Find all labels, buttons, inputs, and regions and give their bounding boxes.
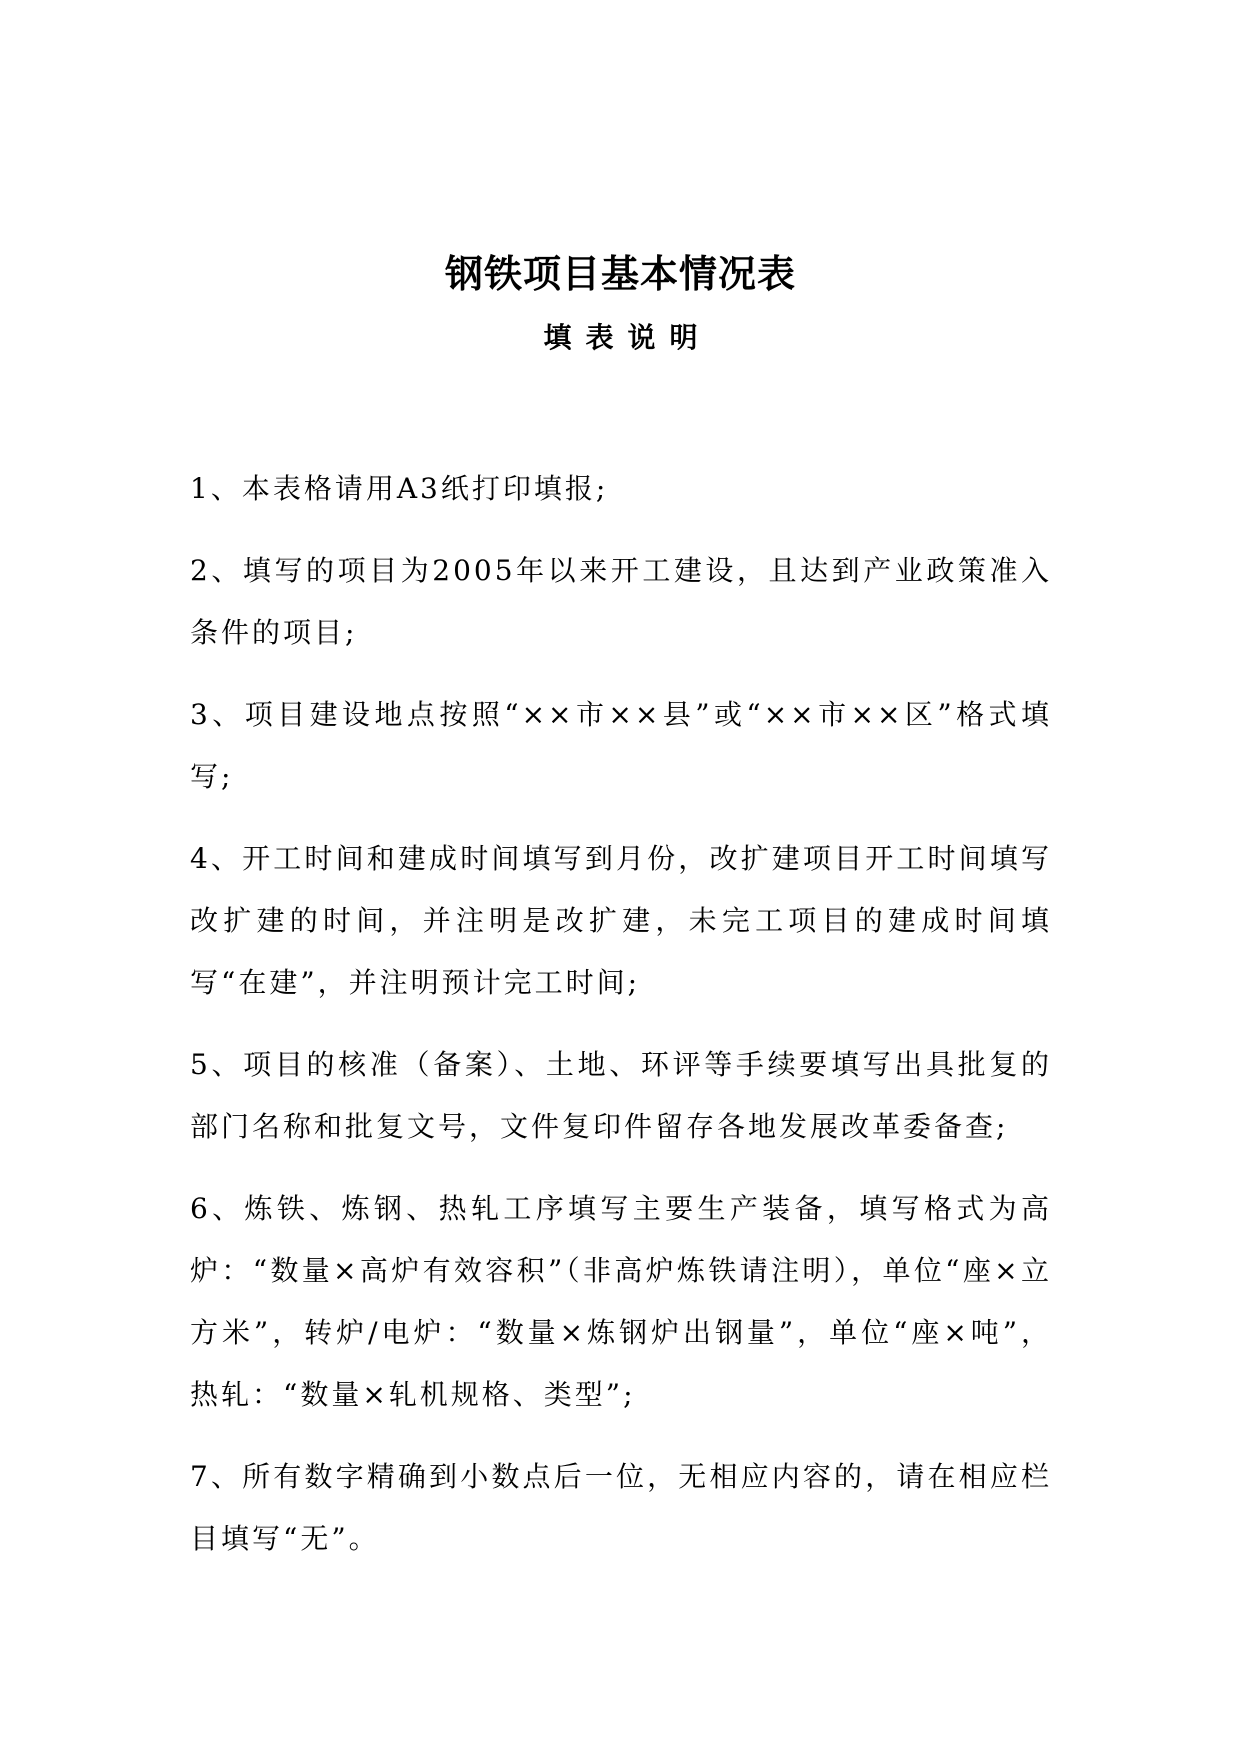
instruction-item-7: 7、所有数字精确到小数点后一位，无相应内容的，请在相应栏目填写“无”。 (190, 1460, 1052, 1555)
document-subtitle: 填表说明 (543, 321, 712, 354)
instruction-item-3: 3、项目建设地点按照“××市××县”或“××市××区”格式填写; (190, 698, 1052, 793)
instruction-item-2: 2、填写的项目为2005年以来开工建设，且达到产业政策准入条件的项目; (190, 554, 1052, 649)
instruction-item-4: 4、开工时间和建成时间填写到月份，改扩建项目开工时间填写改扩建的时间，并注明是改扩建，未完工项目的建成时间填写“在建”，并注明预计完工时间; (190, 842, 1052, 999)
document-title: 钢铁项目基本情况表 (444, 251, 796, 296)
instruction-item-1: 1、本表格请用A3纸打印填报; (190, 472, 609, 505)
instruction-item-6: 6、炼铁、炼钢、热轧工序填写主要生产装备，填写格式为高炉：“数量×高炉有效容积”（非高炉炼铁请注明），单位“座×立方米”，转炉/电炉：“数量×炼钢炉出钢量”，单位“座×吨”，热轧：“数量×轧机规格、类型”; (190, 1192, 1052, 1411)
instruction-item-5: 5、项目的核准（备案）、土地、环评等手续要填写出具批复的部门名称和批复文号，文件复印件留存各地发展改革委备查; (190, 1048, 1052, 1143)
instruction-list (190, 458, 1052, 1590)
